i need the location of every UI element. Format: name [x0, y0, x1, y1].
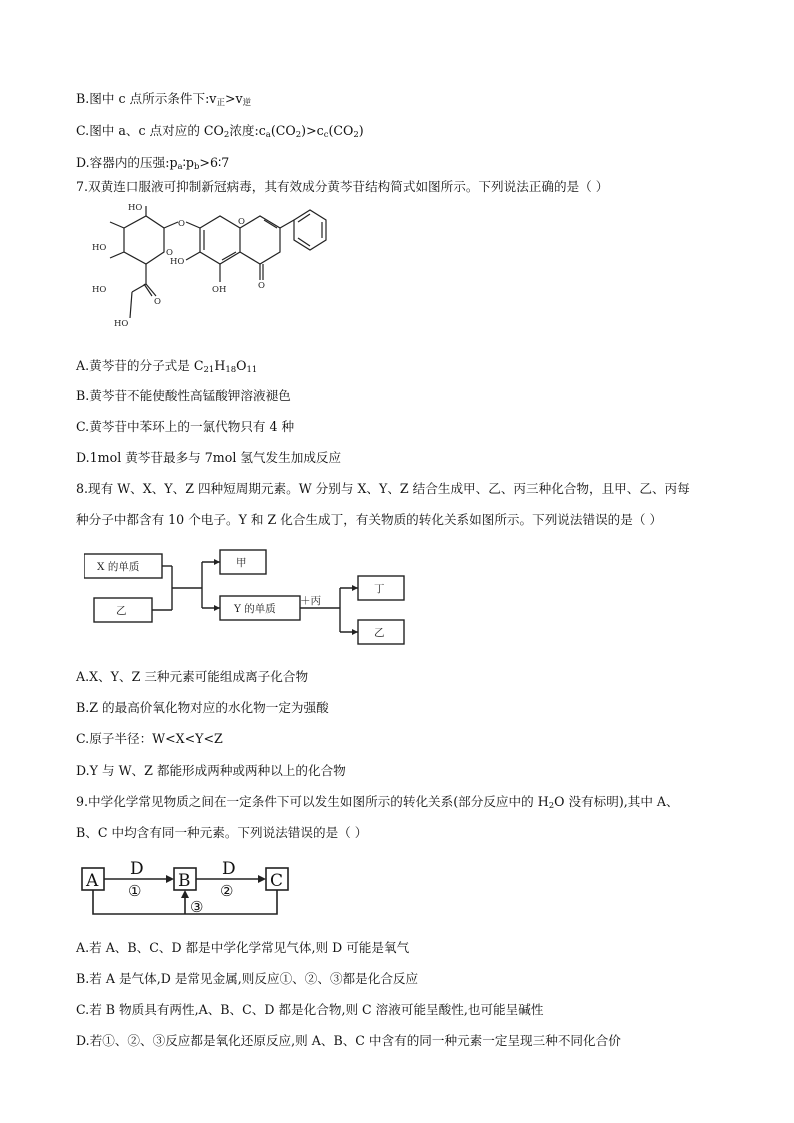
question-8-stem-2: 种分子中都含有 10 个电子。Y 和 Z 化合生成丁，有关物质的转化关系如图所示。下列说法错误的是（ ） — [76, 512, 663, 527]
atom-label-ho-2: HO — [128, 203, 143, 213]
atom-label-ho-1: HO — [92, 243, 107, 253]
reaction-3-label: ③ — [190, 898, 204, 916]
q9-option-c: C.若 B 物质具有两性,A、B、C、D 都是化合物,则 C 溶液可能呈酸性,也可能呈碱性 — [76, 1002, 544, 1017]
atom-label-ring-o: O — [166, 248, 173, 258]
atom-label-oh-b: OH — [212, 285, 227, 295]
atom-label-acid-ho: HO — [114, 319, 129, 329]
atom-label-link-o: O — [178, 219, 185, 229]
node-y-element: Y 的单质 — [234, 603, 276, 615]
q8-option-b: B.Z 的最高价氧化物对应的水化物一定为强酸 — [76, 700, 329, 715]
question-9-stem-2: B、C 中均含有同一种元素。下列说法错误的是（ ） — [76, 825, 368, 840]
reaction-1-label: ① — [128, 882, 142, 900]
atom-label-acid-o: O — [154, 297, 161, 307]
q7-option-b: B.黄芩苷不能使酸性高锰酸钾溶液褪色 — [76, 388, 291, 403]
q7-option-a: A.黄芩苷的分子式是 $C_{21}H_{18}O_{11}$ — [76, 358, 258, 375]
q9-option-b: B.若 A 是气体,D 是常见金属,则反应①、②、③都是化合反应 — [76, 971, 419, 986]
q9-abc-diagram — [80, 858, 300, 920]
reagent-d-2: D — [222, 859, 236, 879]
q8-option-d: D.Y 与 W、Z 都能形成两种或两种以上的化合物 — [76, 763, 346, 778]
q7-option-c: C.黄芩苷中苯环上的一氯代物只有 4 种 — [76, 419, 295, 434]
atom-label-chromone-o: O — [238, 217, 245, 227]
baicalin-structure — [84, 200, 334, 340]
node-b: B — [178, 871, 191, 891]
q8-option-a: A.X、Y、Z 三种元素可能组成离子化合物 — [76, 669, 309, 684]
atom-label-carbonyl-o: O — [258, 281, 265, 291]
node-yi-right: 乙 — [374, 627, 385, 639]
atom-label-ho-3: HO — [92, 285, 107, 295]
node-jia: 甲 — [236, 557, 247, 569]
node-c: C — [270, 871, 284, 891]
question-8-stem-1: 8.现有 W、X、Y、Z 四种短周期元素。W 分别与 X、Y、Z 结合生成甲、乙、丙三种化合物，且甲、乙、丙每 — [76, 481, 690, 496]
node-yi-left: 乙 — [116, 605, 127, 617]
question-9-stem-1: 9.中学化学常见物质之间在一定条件下可以发生如图所示的转化关系(部分反应中的 $H_2O$ 没有标明),其中 A、 — [76, 794, 679, 811]
question-7-stem: 7.双黄连口服液可抑制新冠病毒，其有效成分黄芩苷结构简式如图所示。下列说法正确的是（ ） — [76, 179, 609, 194]
option-c-prev: C.图中 a、c 点对应的 $CO_2$浓度$:c_a(CO_2)>c_c(CO_2)$ — [76, 123, 364, 140]
q8-option-c: C.原子半径：W<X<Y<Z — [76, 731, 223, 746]
option-d-prev: D.容器内的压强$:p_a∶p_b>6∶7$ — [76, 155, 230, 172]
reagent-d-1: D — [130, 859, 144, 879]
reagent-plus-bing: ＋丙 — [300, 595, 321, 607]
q9-option-d: D.若①、②、③反应都是氧化还原反应,则 A、B、C 中含有的同一种元素一定呈现三种不同化合价 — [76, 1033, 621, 1048]
node-ding: 丁 — [374, 583, 385, 595]
node-x-element: X 的单质 — [97, 561, 140, 573]
q8-conversion-diagram — [84, 548, 414, 648]
q9-option-a: A.若 A、B、C、D 都是中学化学常见气体,则 D 可能是氧气 — [76, 940, 410, 955]
node-a: A — [86, 871, 99, 891]
reaction-2-label: ② — [220, 882, 234, 900]
q7-option-d: D.1mol 黄芩苷最多与 7mol 氢气发生加成反应 — [76, 450, 342, 465]
atom-label-oh-a: HO — [170, 257, 185, 267]
option-b-prev: B.图中 c 点所示条件下$:v_正>v_逆$ — [76, 91, 252, 108]
